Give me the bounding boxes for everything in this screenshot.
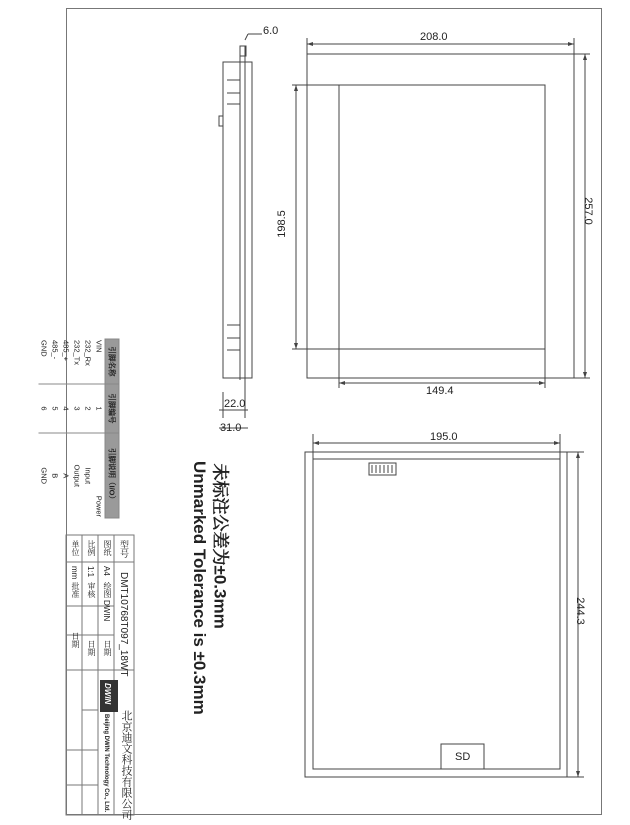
tolerance-note-en: Unmarked Tolerance is ±0.3mm bbox=[190, 461, 209, 715]
table-row bbox=[94, 339, 106, 518]
pin-number: 3 bbox=[72, 384, 83, 433]
dim-side-depth-a: 22.0 bbox=[224, 398, 246, 410]
pin-desc: Output bbox=[72, 464, 82, 487]
pin-desc: Power bbox=[94, 495, 104, 517]
dim-display-height: 198.5 bbox=[275, 210, 288, 238]
pin-header-desc: 引脚说明（I/O） bbox=[105, 433, 119, 518]
title-check-label: 审核 bbox=[87, 582, 96, 598]
pin-name: 485_+ bbox=[61, 339, 72, 384]
front-view bbox=[292, 38, 590, 388]
title-unit-value: mm bbox=[70, 566, 79, 580]
title-unit-label: 单位 bbox=[71, 540, 80, 556]
title-drawn-label: 绘图 bbox=[103, 582, 112, 598]
title-date-label: 日期 bbox=[71, 632, 80, 648]
title-paper-value: A4 bbox=[102, 566, 111, 576]
dwin-logo-text: DWIN bbox=[103, 683, 112, 705]
pin-table-wrapper bbox=[39, 339, 120, 519]
back-view bbox=[305, 434, 584, 777]
pin-name: 232_Tx bbox=[72, 339, 83, 384]
title-paper-label: 图纸 bbox=[103, 540, 112, 556]
side-view bbox=[219, 34, 262, 428]
pin-desc: Input bbox=[83, 467, 93, 485]
title-model-value: DMT10768T097_18WT bbox=[118, 572, 129, 677]
tolerance-note-cn: 未标注公差为±0.3mm bbox=[210, 463, 230, 629]
table-row bbox=[83, 339, 94, 518]
dimension-arrows bbox=[294, 42, 587, 777]
company-name-en: Beijing DWIN Technology Co., Ltd. bbox=[103, 714, 109, 813]
pin-desc: A bbox=[61, 473, 71, 479]
title-approve-label: 批准 bbox=[71, 582, 80, 598]
pin-name: 485_- bbox=[50, 339, 61, 384]
title-scale-value: 1:1 bbox=[86, 566, 95, 578]
pin-desc: B bbox=[50, 473, 60, 479]
pin-name: VIN bbox=[94, 339, 106, 384]
sd-slot-label: SD bbox=[455, 751, 471, 763]
table-row bbox=[50, 339, 61, 518]
pin-name: 232_Rx bbox=[83, 339, 94, 384]
pin-header-name: 引脚名称 bbox=[105, 339, 119, 384]
title-date-label: 日期 bbox=[103, 640, 112, 656]
table-row bbox=[61, 339, 72, 518]
dim-back-height: 244.3 bbox=[573, 597, 586, 625]
pin-number: 2 bbox=[83, 384, 94, 433]
dim-display-width: 149.4 bbox=[426, 385, 454, 397]
table-row bbox=[72, 339, 83, 518]
title-scale-label: 比例 bbox=[87, 540, 96, 556]
pin-number: 4 bbox=[61, 384, 72, 433]
dim-back-width: 195.0 bbox=[430, 431, 458, 443]
dim-outer-height: 257.0 bbox=[581, 197, 594, 225]
dim-depth-front: 6.0 bbox=[263, 25, 279, 37]
dim-side-depth-b: 31.0 bbox=[220, 422, 242, 434]
title-model-label: 型号 bbox=[119, 540, 129, 558]
pin-number: 1 bbox=[94, 384, 106, 433]
title-drawn-value: DWIN bbox=[102, 600, 111, 622]
dim-outer-width: 208.0 bbox=[420, 31, 448, 43]
dwin-logo bbox=[100, 680, 118, 712]
title-date-label: 日期 bbox=[87, 640, 96, 656]
pin-desc: GND bbox=[39, 467, 49, 485]
pin-table bbox=[39, 339, 120, 519]
pin-number: 6 bbox=[39, 384, 50, 433]
pin-header-number: 引脚编号 bbox=[105, 384, 119, 433]
company-name-cn: 北京迪文科技有限公司 bbox=[120, 710, 132, 820]
pin-name: GND bbox=[39, 339, 50, 384]
pin-number: 5 bbox=[50, 384, 61, 433]
table-row bbox=[39, 339, 50, 518]
